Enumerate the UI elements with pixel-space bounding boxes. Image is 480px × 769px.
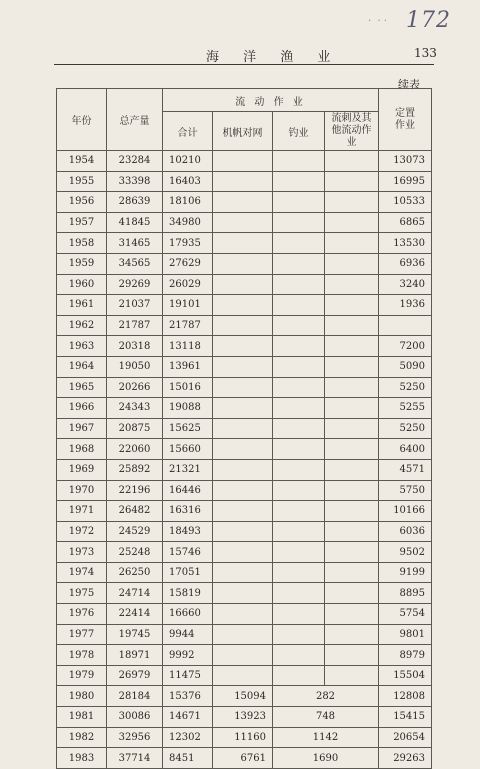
table-row bbox=[57, 604, 432, 625]
cell-hook-line bbox=[273, 192, 325, 213]
cell-year: 1980 bbox=[57, 686, 107, 707]
cell-fixed: 15415 bbox=[379, 707, 432, 728]
cell-fixed: 8979 bbox=[379, 645, 432, 666]
cell-year: 1974 bbox=[57, 562, 107, 583]
cell-hook-line bbox=[273, 315, 325, 336]
cell-subtotal: 11475 bbox=[163, 665, 213, 686]
cell-fixed: 12808 bbox=[379, 686, 432, 707]
cell-subtotal: 10210 bbox=[163, 151, 213, 172]
cell-drift-other bbox=[325, 583, 379, 604]
cell-year: 1976 bbox=[57, 604, 107, 625]
cell-mechanized-trawl bbox=[213, 604, 273, 625]
cell-drift-other bbox=[325, 521, 379, 542]
cell-hook-line bbox=[273, 645, 325, 666]
cell-hook-line bbox=[273, 665, 325, 686]
cell-year: 1956 bbox=[57, 192, 107, 213]
cell-hook-line bbox=[273, 583, 325, 604]
cell-fixed: 29263 bbox=[379, 748, 432, 769]
cell-hook-line bbox=[273, 253, 325, 274]
cell-fixed bbox=[379, 315, 432, 336]
cell-year: 1962 bbox=[57, 315, 107, 336]
fishery-output-table bbox=[56, 88, 432, 769]
cell-total: 37714 bbox=[107, 748, 163, 769]
header-total: 总产量 bbox=[107, 89, 163, 151]
cell-fixed: 9502 bbox=[379, 542, 432, 563]
table-row bbox=[57, 439, 432, 460]
cell-mechanized-trawl bbox=[213, 562, 273, 583]
cell-year: 1964 bbox=[57, 356, 107, 377]
cell-subtotal: 14671 bbox=[163, 707, 213, 728]
cell-mechanized-trawl bbox=[213, 295, 273, 316]
cell-total: 31465 bbox=[107, 233, 163, 254]
cell-year: 1983 bbox=[57, 748, 107, 769]
cell-mechanized-trawl bbox=[213, 253, 273, 274]
cell-drift-other bbox=[325, 274, 379, 295]
header-rule bbox=[54, 64, 434, 65]
cell-mechanized-trawl: 13923 bbox=[213, 707, 273, 728]
cell-mechanized-trawl bbox=[213, 542, 273, 563]
cell-fixed: 6936 bbox=[379, 253, 432, 274]
cell-subtotal: 19101 bbox=[163, 295, 213, 316]
continued-label: 续表 bbox=[398, 78, 420, 91]
cell-mechanized-trawl bbox=[213, 212, 273, 233]
cell-drift-other bbox=[325, 501, 379, 522]
cell-drift-other bbox=[325, 480, 379, 501]
table-row bbox=[57, 418, 432, 439]
cell-hook-line bbox=[273, 233, 325, 254]
cell-year: 1968 bbox=[57, 439, 107, 460]
cell-drift-other bbox=[325, 645, 379, 666]
cell-mechanized-trawl bbox=[213, 624, 273, 645]
table-row bbox=[57, 233, 432, 254]
cell-hook-line bbox=[273, 521, 325, 542]
cell-hook-line bbox=[273, 439, 325, 460]
cell-subtotal: 9944 bbox=[163, 624, 213, 645]
cell-fixed: 13073 bbox=[379, 151, 432, 172]
cell-drift-other bbox=[325, 336, 379, 357]
cell-subtotal: 16403 bbox=[163, 171, 213, 192]
cell-drift-other bbox=[325, 356, 379, 377]
cell-year: 1977 bbox=[57, 624, 107, 645]
cell-year: 1961 bbox=[57, 295, 107, 316]
cell-total: 23284 bbox=[107, 151, 163, 172]
cell-fixed: 5255 bbox=[379, 398, 432, 419]
cell-year: 1973 bbox=[57, 542, 107, 563]
cell-fixed: 6865 bbox=[379, 212, 432, 233]
cell-mechanized-trawl bbox=[213, 459, 273, 480]
cell-year: 1978 bbox=[57, 645, 107, 666]
cell-hook-line bbox=[273, 459, 325, 480]
cell-total: 34565 bbox=[107, 253, 163, 274]
running-header-title: 海 洋 渔 业 bbox=[206, 50, 341, 65]
cell-drift-other bbox=[325, 253, 379, 274]
cell-fixed: 9199 bbox=[379, 562, 432, 583]
cell-hook-line bbox=[273, 501, 325, 522]
cell-drift-other bbox=[325, 418, 379, 439]
cell-total: 41845 bbox=[107, 212, 163, 233]
cell-hook-line bbox=[273, 480, 325, 501]
table-row bbox=[57, 686, 432, 707]
table-body bbox=[57, 151, 432, 769]
cell-drift-other bbox=[325, 562, 379, 583]
table-row bbox=[57, 171, 432, 192]
cell-total: 28639 bbox=[107, 192, 163, 213]
cell-drift-other bbox=[325, 459, 379, 480]
cell-total: 26250 bbox=[107, 562, 163, 583]
cell-hook-drift: 1142 bbox=[273, 727, 379, 748]
cell-drift-other bbox=[325, 398, 379, 419]
cell-mechanized-trawl bbox=[213, 583, 273, 604]
cell-year: 1971 bbox=[57, 501, 107, 522]
cell-fixed: 16995 bbox=[379, 171, 432, 192]
cell-year: 1954 bbox=[57, 151, 107, 172]
cell-year: 1965 bbox=[57, 377, 107, 398]
cell-mechanized-trawl bbox=[213, 356, 273, 377]
table-row bbox=[57, 356, 432, 377]
cell-total: 22060 bbox=[107, 439, 163, 460]
cell-fixed: 4571 bbox=[379, 459, 432, 480]
cell-total: 30086 bbox=[107, 707, 163, 728]
cell-subtotal: 16316 bbox=[163, 501, 213, 522]
cell-drift-other bbox=[325, 377, 379, 398]
cell-subtotal: 27629 bbox=[163, 253, 213, 274]
cell-year: 1979 bbox=[57, 665, 107, 686]
cell-fixed: 7200 bbox=[379, 336, 432, 357]
cell-hook-line bbox=[273, 377, 325, 398]
cell-year: 1960 bbox=[57, 274, 107, 295]
cell-hook-line bbox=[273, 604, 325, 625]
cell-year: 1959 bbox=[57, 253, 107, 274]
header-year: 年份 bbox=[57, 89, 107, 151]
header-hook-line: 钓业 bbox=[273, 112, 325, 151]
cell-total: 20318 bbox=[107, 336, 163, 357]
cell-subtotal: 26029 bbox=[163, 274, 213, 295]
table-row bbox=[57, 542, 432, 563]
cell-mechanized-trawl bbox=[213, 439, 273, 460]
cell-total: 32956 bbox=[107, 727, 163, 748]
cell-subtotal: 13118 bbox=[163, 336, 213, 357]
table-row bbox=[57, 253, 432, 274]
cell-drift-other bbox=[325, 192, 379, 213]
cell-drift-other bbox=[325, 624, 379, 645]
cell-hook-line bbox=[273, 356, 325, 377]
table-row bbox=[57, 748, 432, 769]
cell-hook-line bbox=[273, 151, 325, 172]
cell-subtotal: 18493 bbox=[163, 521, 213, 542]
cell-subtotal: 13961 bbox=[163, 356, 213, 377]
cell-hook-line bbox=[273, 542, 325, 563]
cell-drift-other bbox=[325, 665, 379, 686]
table-row bbox=[57, 398, 432, 419]
cell-mechanized-trawl bbox=[213, 315, 273, 336]
cell-year: 1970 bbox=[57, 480, 107, 501]
handwritten-page-number: 172 bbox=[406, 8, 451, 33]
cell-subtotal: 8451 bbox=[163, 748, 213, 769]
cell-fixed: 10166 bbox=[379, 501, 432, 522]
cell-drift-other bbox=[325, 439, 379, 460]
table-row bbox=[57, 151, 432, 172]
cell-subtotal: 15746 bbox=[163, 542, 213, 563]
cell-fixed: 1936 bbox=[379, 295, 432, 316]
table-row bbox=[57, 521, 432, 542]
cell-year: 1957 bbox=[57, 212, 107, 233]
table-row bbox=[57, 707, 432, 728]
cell-total: 25892 bbox=[107, 459, 163, 480]
cell-hook-line bbox=[273, 562, 325, 583]
cell-drift-other bbox=[325, 212, 379, 233]
cell-total: 21037 bbox=[107, 295, 163, 316]
cell-year: 1958 bbox=[57, 233, 107, 254]
table-row bbox=[57, 336, 432, 357]
cell-year: 1981 bbox=[57, 707, 107, 728]
cell-total: 25248 bbox=[107, 542, 163, 563]
table-row bbox=[57, 665, 432, 686]
cell-year: 1969 bbox=[57, 459, 107, 480]
cell-mechanized-trawl bbox=[213, 418, 273, 439]
table-row bbox=[57, 583, 432, 604]
cell-subtotal: 16660 bbox=[163, 604, 213, 625]
cell-mechanized-trawl bbox=[213, 665, 273, 686]
header-fixed: 定置作业 bbox=[379, 89, 432, 151]
cell-total: 18971 bbox=[107, 645, 163, 666]
cell-total: 19050 bbox=[107, 356, 163, 377]
cell-mechanized-trawl: 6761 bbox=[213, 748, 273, 769]
cell-mechanized-trawl bbox=[213, 377, 273, 398]
table-row bbox=[57, 624, 432, 645]
cell-drift-other bbox=[325, 233, 379, 254]
cell-year: 1963 bbox=[57, 336, 107, 357]
cell-mechanized-trawl bbox=[213, 192, 273, 213]
cell-drift-other bbox=[325, 151, 379, 172]
cell-fixed: 10533 bbox=[379, 192, 432, 213]
cell-mechanized-trawl bbox=[213, 233, 273, 254]
cell-total: 21787 bbox=[107, 315, 163, 336]
table-row bbox=[57, 295, 432, 316]
cell-subtotal: 15016 bbox=[163, 377, 213, 398]
cell-mechanized-trawl bbox=[213, 398, 273, 419]
cell-hook-line bbox=[273, 295, 325, 316]
cell-hook-line bbox=[273, 418, 325, 439]
cell-drift-other bbox=[325, 295, 379, 316]
cell-total: 26482 bbox=[107, 501, 163, 522]
cell-fixed: 5250 bbox=[379, 377, 432, 398]
cell-total: 24714 bbox=[107, 583, 163, 604]
cell-total: 29269 bbox=[107, 274, 163, 295]
cell-subtotal: 19088 bbox=[163, 398, 213, 419]
cell-subtotal: 15625 bbox=[163, 418, 213, 439]
cell-subtotal: 15660 bbox=[163, 439, 213, 460]
cell-hook-line bbox=[273, 171, 325, 192]
cell-subtotal: 15376 bbox=[163, 686, 213, 707]
table-row bbox=[57, 501, 432, 522]
cell-hook-drift: 1690 bbox=[273, 748, 379, 769]
cell-total: 19745 bbox=[107, 624, 163, 645]
cell-fixed: 6400 bbox=[379, 439, 432, 460]
cell-mechanized-trawl bbox=[213, 336, 273, 357]
cell-total: 22196 bbox=[107, 480, 163, 501]
cell-subtotal: 15819 bbox=[163, 583, 213, 604]
table-row bbox=[57, 274, 432, 295]
cell-fixed: 9801 bbox=[379, 624, 432, 645]
cell-total: 22414 bbox=[107, 604, 163, 625]
page-specks: · · · bbox=[368, 16, 388, 27]
table-row bbox=[57, 480, 432, 501]
table-row bbox=[57, 315, 432, 336]
table-row bbox=[57, 459, 432, 480]
cell-drift-other bbox=[325, 315, 379, 336]
table-row bbox=[57, 192, 432, 213]
cell-hook-line bbox=[273, 336, 325, 357]
cell-total: 26979 bbox=[107, 665, 163, 686]
cell-mechanized-trawl bbox=[213, 645, 273, 666]
cell-fixed: 13530 bbox=[379, 233, 432, 254]
cell-total: 24343 bbox=[107, 398, 163, 419]
page-number: 133 bbox=[414, 46, 437, 60]
cell-hook-drift: 748 bbox=[273, 707, 379, 728]
header-subtotal: 合计 bbox=[163, 112, 213, 151]
cell-fixed: 6036 bbox=[379, 521, 432, 542]
cell-total: 33398 bbox=[107, 171, 163, 192]
cell-year: 1966 bbox=[57, 398, 107, 419]
cell-subtotal: 21321 bbox=[163, 459, 213, 480]
cell-hook-line bbox=[273, 398, 325, 419]
cell-mechanized-trawl bbox=[213, 501, 273, 522]
cell-subtotal: 18106 bbox=[163, 192, 213, 213]
table-row bbox=[57, 562, 432, 583]
cell-total: 20875 bbox=[107, 418, 163, 439]
cell-mechanized-trawl bbox=[213, 171, 273, 192]
cell-drift-other bbox=[325, 542, 379, 563]
cell-year: 1967 bbox=[57, 418, 107, 439]
table-row bbox=[57, 645, 432, 666]
header-drift-other: 流刺及其他流动作业 bbox=[325, 112, 379, 151]
cell-hook-line bbox=[273, 274, 325, 295]
cell-year: 1982 bbox=[57, 727, 107, 748]
cell-mechanized-trawl bbox=[213, 274, 273, 295]
cell-subtotal: 16446 bbox=[163, 480, 213, 501]
table-row bbox=[57, 727, 432, 748]
table-row bbox=[57, 212, 432, 233]
cell-hook-drift: 282 bbox=[273, 686, 379, 707]
cell-subtotal: 34980 bbox=[163, 212, 213, 233]
cell-fixed: 15504 bbox=[379, 665, 432, 686]
cell-fixed: 20654 bbox=[379, 727, 432, 748]
cell-mechanized-trawl: 15094 bbox=[213, 686, 273, 707]
cell-year: 1955 bbox=[57, 171, 107, 192]
header-mechanized-trawl: 机帆对网 bbox=[213, 112, 273, 151]
cell-subtotal: 17051 bbox=[163, 562, 213, 583]
cell-fixed: 5754 bbox=[379, 604, 432, 625]
cell-total: 28184 bbox=[107, 686, 163, 707]
cell-subtotal: 21787 bbox=[163, 315, 213, 336]
table-row bbox=[57, 377, 432, 398]
cell-fixed: 5090 bbox=[379, 356, 432, 377]
cell-year: 1975 bbox=[57, 583, 107, 604]
header-mobile-group: 流 动 作 业 bbox=[163, 89, 379, 112]
cell-hook-line bbox=[273, 624, 325, 645]
cell-fixed: 3240 bbox=[379, 274, 432, 295]
cell-mechanized-trawl: 11160 bbox=[213, 727, 273, 748]
cell-fixed: 8895 bbox=[379, 583, 432, 604]
cell-year: 1972 bbox=[57, 521, 107, 542]
cell-subtotal: 17935 bbox=[163, 233, 213, 254]
cell-mechanized-trawl bbox=[213, 480, 273, 501]
cell-fixed: 5750 bbox=[379, 480, 432, 501]
cell-drift-other bbox=[325, 604, 379, 625]
cell-total: 24529 bbox=[107, 521, 163, 542]
cell-subtotal: 12302 bbox=[163, 727, 213, 748]
cell-mechanized-trawl bbox=[213, 151, 273, 172]
cell-fixed: 5250 bbox=[379, 418, 432, 439]
cell-total: 20266 bbox=[107, 377, 163, 398]
cell-hook-line bbox=[273, 212, 325, 233]
cell-subtotal: 9992 bbox=[163, 645, 213, 666]
cell-mechanized-trawl bbox=[213, 521, 273, 542]
cell-drift-other bbox=[325, 171, 379, 192]
